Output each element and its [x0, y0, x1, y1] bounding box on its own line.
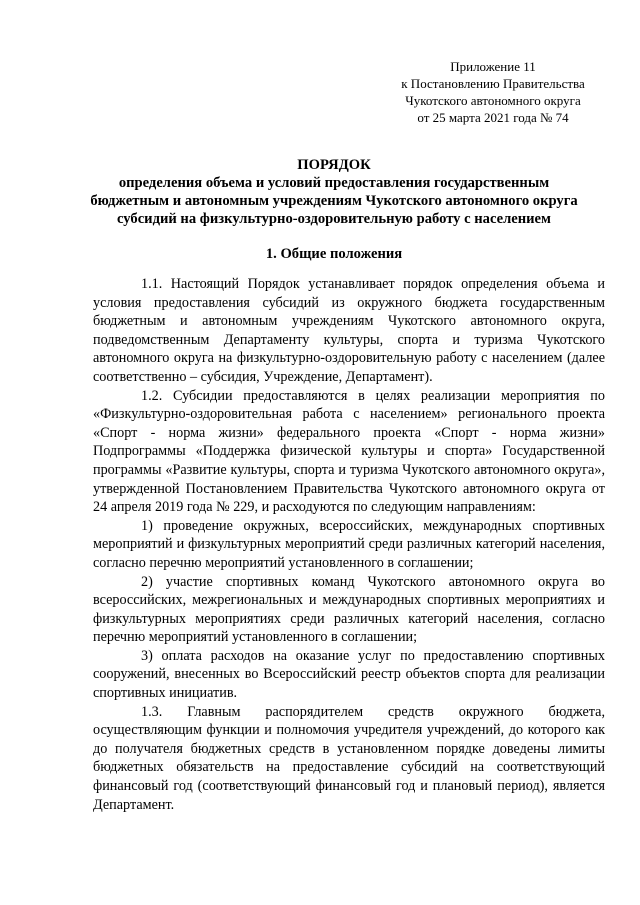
title-line-1: определения объема и условий предоставления государственным [118, 175, 550, 191]
document-title [70, 156, 598, 228]
list-item-1: 1) проведение окружных, всероссийских, международных спортивных мероприятий и физкультурных мероприятий среди различных категорий населения, согласно перечню мероприятий установленного в соглашении; [93, 517, 605, 571]
section-title: 1. Общие положения [265, 246, 403, 262]
appendix-line-2: к Постановлению Правительства [401, 76, 585, 91]
paragraph-1-1: 1.1. Настоящий Порядок устанавливает порядок определения объема и условия предоставления субсидий из окружного бюджета государственным бюджетным и автономным учреждениям Чукотского автономного округа, подведомственным Департаменту культуры, спорта и туризма Чукотского автономного округа на физкультурно-оздоровительную работу с населением (далее соответственно – субсидия, Учреждение, Департамент). [93, 276, 605, 385]
title-line-2: бюджетным и автономным учреждениям Чукотского автономного округа [90, 193, 578, 209]
appendix-line-1: Приложение 11 [450, 59, 536, 74]
title-heading: ПОРЯДОК [297, 157, 371, 173]
paragraph-1-2: 1.2. Субсидии предоставляются в целях реализации мероприятия по «Физкультурно-оздоровительная работа с населением» регионального проекта «Спорт - норма жизни» федерального проекта «Спорт - норма жизни» Подпрограммы «Поддержка физической культуры и спорта» Государственной программы «Развитие культуры, спорта и туризма Чукотского автономного округа», утвержденной Постановлением Правительства Чукотского автономного округа от 24 апреля 2019 года № 229, и расходуются по следующим направлениям: [93, 387, 605, 516]
paragraph-1-3: 1.3. Главным распорядителем средств окружного бюджета, осуществляющим функции и полномочия учредителя учреждений, до которого как до получателя бюджетных средств в установленном порядке доведены лимиты бюджетных обязательств на предоставление субсидий на соответствующий финансовый год (соответствующий финансовый год и плановый период), является Департамент. [93, 703, 605, 813]
appendix-line-3: Чукотского автономного округа [405, 93, 581, 108]
appendix-line-4: от 25 марта 2021 года № 74 [417, 110, 569, 125]
title-line-3: субсидий на физкультурно-оздоровительную работу с населением [117, 211, 551, 227]
list-item-3: 3) оплата расходов на оказание услуг по предоставлению спортивных сооружений, внесенных во Всероссийский реестр объектов спорта для реализации спортивных инициатив. [93, 647, 605, 702]
document-body [93, 275, 605, 814]
appendix-header [388, 58, 598, 126]
list-item-2: 2) участие спортивных команд Чукотского автономного округа во всероссийских, межрегиональных и международных спортивных мероприятиях и физкультурных мероприятиях среди различных категорий населения, согласно перечню мероприятий установленного в соглашении; [93, 573, 605, 646]
